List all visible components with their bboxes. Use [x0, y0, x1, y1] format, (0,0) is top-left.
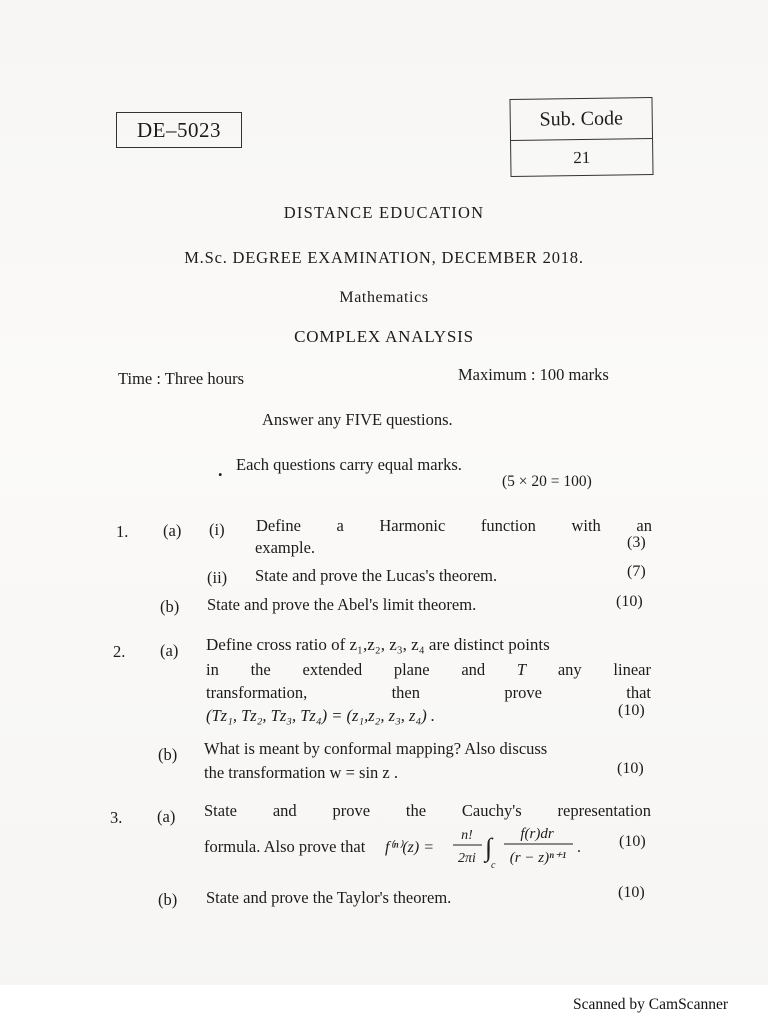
q1-number: 1. [116, 522, 129, 541]
q3-number: 3. [110, 808, 123, 827]
q2-b-line1: What is meant by conformal mapping? Also discuss [204, 739, 548, 758]
q3-b-text: State and prove the Taylor's theorem. [206, 888, 452, 907]
q1-b-marks: (10) [616, 593, 643, 610]
marks-scheme: (5 × 20 = 100) [502, 473, 592, 490]
q2-b-marks: (10) [617, 760, 644, 777]
q1-b-text: State and prove the Abel's limit theorem. [207, 595, 477, 614]
q1-a-i-marks: (3) [627, 534, 646, 551]
q1-a-i-label: (i) [209, 520, 225, 539]
q3-a-label: (a) [157, 807, 176, 826]
q2-a-line4: (Tz₁, Tz₂, Tz₃, Tz₄) = (z₁,z₂, z₃, z₄) . [206, 706, 435, 725]
q1-a-label: (a) [163, 521, 182, 540]
instruction-marks: Each questions carry equal marks. [236, 455, 462, 474]
exam-title: M.Sc. DEGREE EXAMINATION, DECEMBER 2018. [184, 248, 584, 267]
formula-end: . [577, 839, 581, 856]
q3-b-marks: (10) [618, 884, 645, 901]
formula-den1: 2πi [458, 851, 476, 866]
q1-a-ii-text: State and prove the Lucas's theorem. [255, 566, 498, 585]
q2-a-line3: transformation, then prove that [206, 683, 651, 702]
formula-num2: f(r)dr [520, 826, 554, 842]
q2-a-label: (a) [160, 641, 179, 660]
q2-number: 2. [113, 642, 126, 661]
instruction-answer: Answer any FIVE questions. [262, 410, 453, 429]
q2-b-line2: the transformation w = sin z . [204, 763, 398, 782]
q2-a-line1: Define cross ratio of z₁,z₂, z₃, z₄ are distinct points [206, 635, 550, 654]
q2-a-line2: in the extended plane and T any linear [206, 660, 651, 679]
q1-a-i-line2: example. [255, 538, 316, 557]
integral-sign: ∫ [485, 833, 493, 862]
time-label: Time : Three hours [118, 369, 245, 388]
q2-a-marks: (10) [618, 702, 645, 719]
formula-int-sub: c [491, 860, 496, 871]
q1-a-ii-marks: (7) [627, 563, 646, 580]
paper-code-box [116, 112, 242, 148]
sub-code-label: Sub. Code [510, 98, 652, 141]
q3-a-line1: State and prove the Cauchy's representation [204, 801, 651, 820]
q1-b-label: (b) [160, 597, 180, 616]
formula-lhs: f⁽ⁿ⁾(z) = [385, 839, 435, 856]
formula-num1: n! [461, 828, 473, 843]
sub-code-table [509, 97, 653, 177]
paper-code: DE–5023 [137, 118, 221, 142]
q3-b-label: (b) [158, 890, 178, 909]
program-title: DISTANCE EDUCATION [283, 203, 485, 222]
sub-code-value: 21 [573, 147, 591, 168]
scanner-watermark: Scanned by CamScanner [573, 996, 728, 1013]
q3-a-line2: formula. Also prove that [204, 837, 366, 856]
q1-a-i-line1: Define a Harmonic function with an [256, 516, 652, 535]
q1-a-ii-label: (ii) [207, 568, 228, 587]
max-marks-label: Maximum : 100 marks [458, 365, 609, 384]
subject-title: Mathematics [339, 289, 429, 306]
bullet-dot: . [218, 460, 223, 480]
course-title: COMPLEX ANALYSIS [294, 327, 474, 346]
formula-den2: (r − z)ⁿ⁺¹ [509, 850, 567, 866]
q2-b-label: (b) [158, 745, 178, 764]
cauchy-formula [385, 821, 635, 871]
q3-a-marks: (10) [619, 833, 646, 850]
